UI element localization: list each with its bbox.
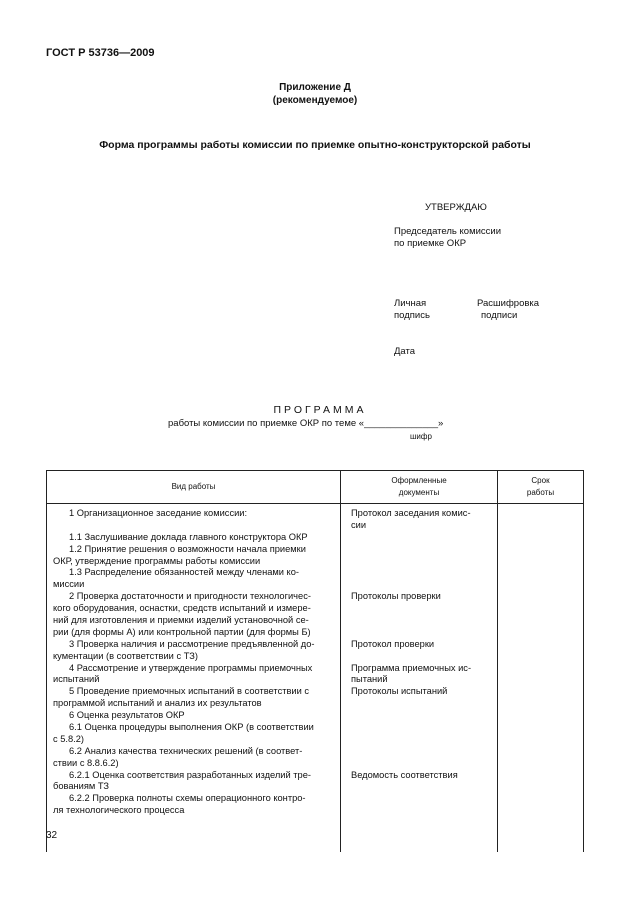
docs-cell [341,504,498,853]
header-work: Вид работы [47,471,341,504]
docs-line: пытаний [351,674,388,685]
docs-line: Ведомость соответствия [351,769,458,780]
docs-line: сии [351,519,367,530]
docs-line [351,698,493,710]
work-line: 1.3 Распределение обязанностей между членами ко- [69,567,299,578]
header-docs-line2: документы [398,488,440,497]
work-line: 2 Проверка достаточности и пригодности технологичес- [69,591,311,602]
work-line: бованиям ТЗ [53,781,110,792]
header-term-line1: Срок [531,476,550,485]
form-title: Форма программы работы комиссии по приемке опытно-конструкторской работы [99,139,531,151]
work-line: 3 Проверка наличия и рассмотрение предъявленной до- [69,638,315,649]
page-number: 32 [46,830,58,841]
work-line: испытаний [53,674,100,685]
decode-label-line2: подписи [481,310,518,321]
docs-line [351,615,493,627]
work-line: ОКР, утверждение программы работы комиссии [53,555,261,566]
appendix-title: Приложение Д [279,82,351,93]
approval-role-line1: Председатель комиссии [394,226,502,237]
header-term [498,471,584,504]
docs-line [351,710,493,722]
approval-role-line2: по приемке ОКР [394,238,467,249]
work-line: 6.2 Анализ качества технических решений (в соответ- [69,745,303,756]
table-header-row [47,471,584,504]
docs-line [351,532,493,544]
sign-label-line1: Личная [394,298,427,309]
docs-line: Протокол заседания комис- [351,508,471,518]
header-term-line2: работы [526,488,555,497]
appendix-subtitle: (рекомендуемое) [272,95,358,106]
work-line: 6.1 Оценка процедуры выполнения ОКР (в соответствии [69,722,314,733]
work-line: 6.2.1 Оценка соответствия разработанных изделий тре- [69,769,311,780]
program-heading: ПРОГРАММА [273,404,367,416]
program-table [46,470,584,852]
work-line: ний для изготовления и приемки изделий установочной се- [53,615,309,626]
work-cell [47,504,341,853]
docs-line [351,781,493,793]
standard-header: ГОСТ Р 53736—2009 [46,47,155,59]
work-line [53,520,334,532]
table-row [47,504,584,853]
work-line: рии (для формы А) или контрольной партии (для формы Б) [53,626,311,637]
docs-line: Программа приемочных ис- [351,662,472,673]
docs-line [351,746,493,758]
approval-heading: УТВЕРЖДАЮ [425,202,487,213]
program-subtitle: работы комиссии по приемке ОКР по теме «______________» [168,418,444,429]
docs-line [351,793,493,805]
work-line: ля технологического процесса [53,805,185,816]
docs-line [351,734,493,746]
cipher-label: шифр [410,432,432,441]
work-line: кого оборудования, оснастки, средств испытаний и измере- [53,603,311,614]
work-line: кументации (в соответствии с ТЗ) [53,650,198,661]
work-line: 1.2 Принятие решения о возможности начала приемки [69,543,306,554]
docs-line: Протоколы проверки [351,591,441,602]
work-line: 6 Оценка результатов ОКР [69,710,185,721]
work-line: с 5.8.2) [53,733,85,744]
docs-line [351,758,493,770]
decode-label-line1: Расшифровка [477,298,540,309]
header-docs-line1: Оформленные [391,476,447,485]
docs-line [351,603,493,615]
work-line: 1 Организационное заседание комиссии: [69,508,248,518]
docs-line [351,544,493,556]
work-line: ствии с 8.8.6.2) [53,757,119,768]
docs-line: Протоколы испытаний [351,686,448,697]
docs-line [351,651,493,663]
work-line: 4 Рассмотрение и утверждение программы приемочных [69,662,313,673]
docs-line [351,556,493,568]
work-line: программой испытаний и анализ их результатов [53,698,262,709]
work-line: миссии [53,579,85,590]
work-line: 5 Проведение приемочных испытаний в соответствии с [69,686,310,697]
docs-line [351,805,493,817]
date-label: Дата [394,346,416,357]
work-line: 6.2.2 Проверка полноты схемы операционного контро- [69,793,306,804]
header-docs [341,471,498,504]
docs-line [351,579,493,591]
docs-line: Протокол проверки [351,638,435,649]
docs-line [351,722,493,734]
docs-line [351,627,493,639]
term-cell [498,504,584,853]
work-line: 1.1 Заслушивание доклада главного конструктора ОКР [69,531,308,542]
docs-line [351,567,493,579]
sign-label-line2: подпись [394,310,430,321]
